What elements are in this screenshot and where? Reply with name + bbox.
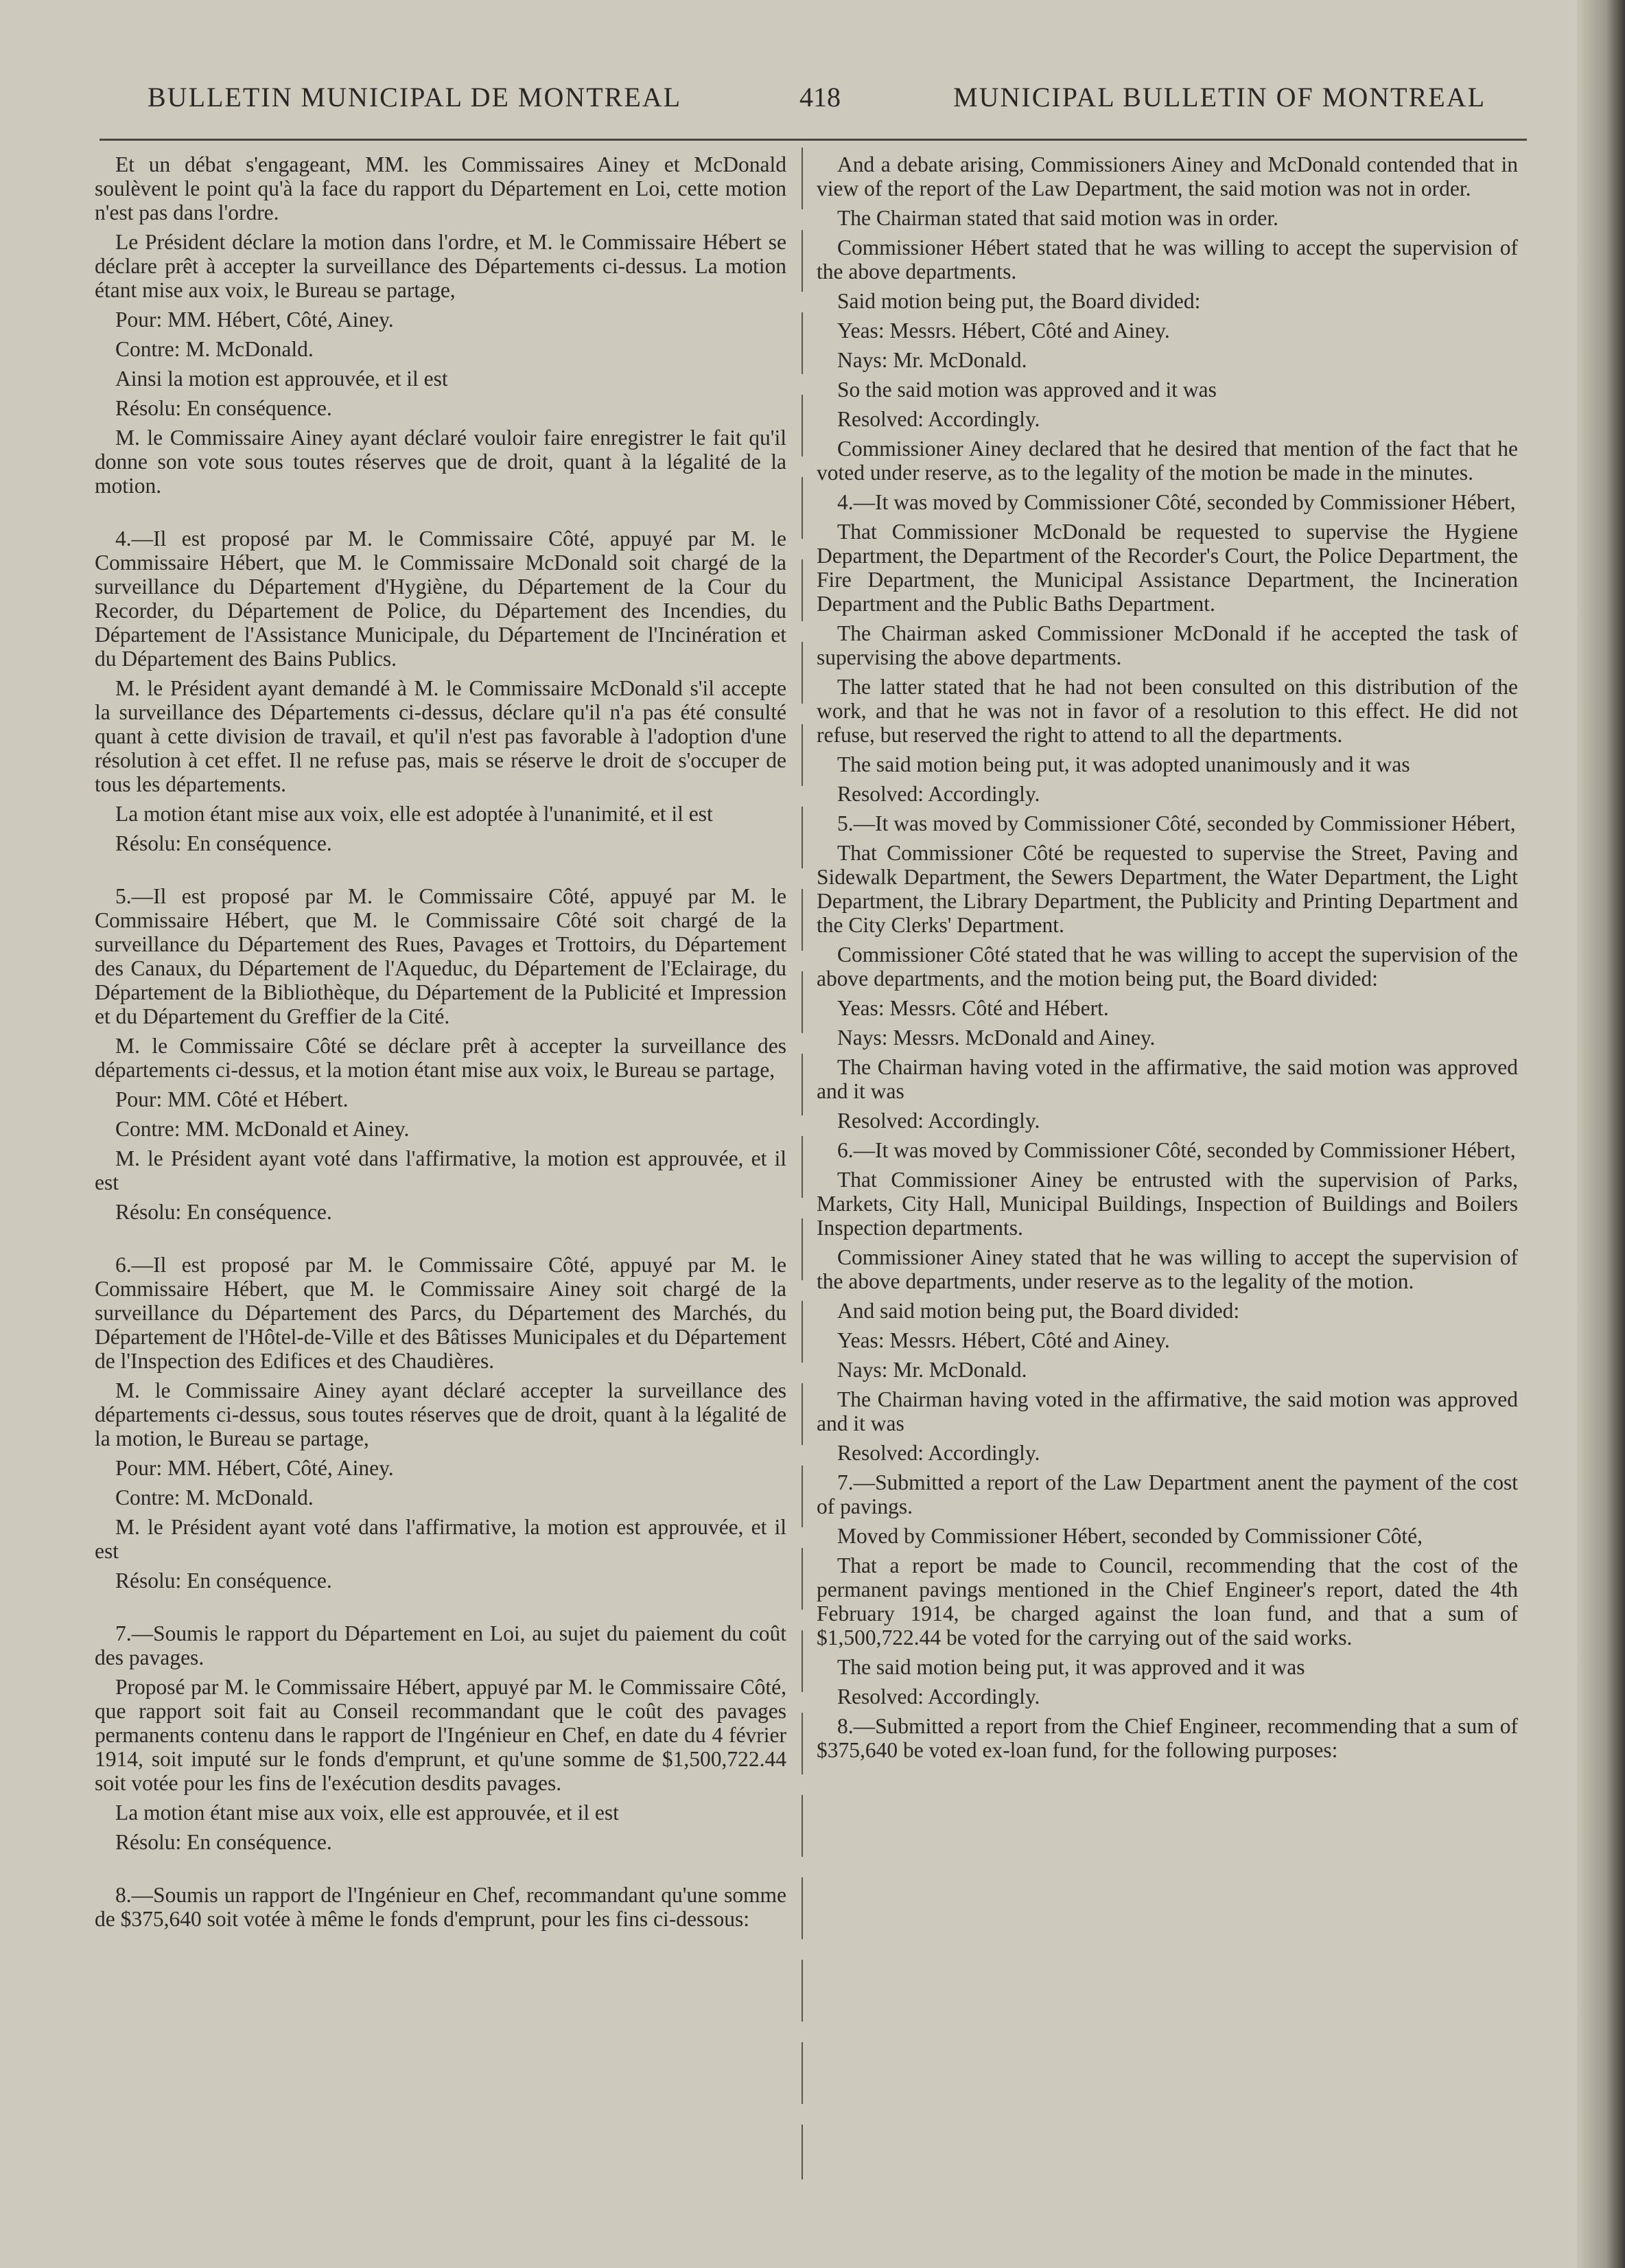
resolution-line: Resolved: Accordingly.	[837, 1441, 1040, 1465]
motion-heading: 7.—Soumis le rapport du Département en Loi, au sujet du paiement du coût des pavages.	[95, 1621, 786, 1669]
paragraph: The Chairman having voted in the affirmative, the said motion was approved and it was	[817, 1387, 1518, 1435]
paragraph: Said motion being put, the Board divided:	[837, 289, 1201, 313]
resolution-line: Résolu: En conséquence.	[115, 831, 332, 855]
vote-line: Pour: MM. Côté et Hébert.	[115, 1087, 349, 1111]
motion-heading: 7.—Submitted a report of the Law Department anent the payment of the cost of pavings.	[817, 1470, 1518, 1518]
vote-line: Pour: MM. Hébert, Côté, Ainey.	[115, 308, 394, 332]
paragraph: The said motion being put, it was adopted unanimously and it was	[837, 752, 1410, 776]
french-column	[95, 152, 786, 1936]
resolution-line: Resolved: Accordingly.	[837, 1685, 1040, 1709]
paragraph: Commissioner Hébert stated that he was willing to accept the supervision of the above departments.	[817, 235, 1518, 284]
paragraph: Proposé par M. le Commissaire Hébert, appuyé par M. le Commissaire Côté, que rapport soit fait au Conseil recommandant que le coût des pavages permanents contenu dans le rapport de l'Ingénieur en Chef, en date du 4 février 1914, soit imputé sur le fonds d'emprunt, et qu'une somme de $1,500,722.44 soit votée pour les fins de l'exécution desdits pavages.	[95, 1675, 786, 1795]
vote-line: Contre: M. McDonald.	[115, 1485, 314, 1509]
english-column	[817, 152, 1518, 1768]
resolution-line: Résolu: En conséquence.	[115, 1200, 332, 1224]
paragraph: That a report be made to Council, recommending that the cost of the permanent pavings mentioned in the Chief Engineer's report, dated the 4th February 1914, be charged against the loan fund, and that a sum of $1,500,722.44 be voted for the carrying out of the said works.	[817, 1553, 1518, 1650]
vote-line: Contre: MM. McDonald et Ainey.	[115, 1117, 410, 1141]
resolution-line: Résolu: En conséquence.	[115, 396, 332, 420]
paragraph: That Commissioner Ainey be entrusted with the supervision of Parks, Markets, City Hall, Municipal Buildings, Inspection of Buildings and Boilers Inspection departments.	[817, 1168, 1518, 1240]
paragraph: And said motion being put, the Board divided:	[837, 1299, 1240, 1323]
paragraph: La motion étant mise aux voix, elle est approuvée, et il est	[115, 1801, 619, 1825]
motion-heading: 8.—Submitted a report from the Chief Engineer, recommending that a sum of $375,640 be voted ex-loan fund, for the following purposes:	[817, 1714, 1518, 1762]
paragraph: The Chairman stated that said motion was in order.	[837, 206, 1278, 230]
motion-heading: 8.—Soumis un rapport de l'Ingénieur en Chef, recommandant qu'une somme de $375,640 soit votée à même le fonds d'emprunt, pour les fins ci-dessous:	[95, 1883, 786, 1931]
resolution-line: Résolu: En conséquence.	[115, 1569, 332, 1593]
paragraph: M. le Commissaire Ainey ayant déclaré accepter la surveillance des départements ci-dessus, sous toutes réserves que de droit, quant à la légalité de la motion, le Bureau se partage,	[95, 1378, 786, 1450]
vote-line: Yeas: Messrs. Hébert, Côté and Ainey.	[837, 1328, 1170, 1352]
paragraph: Commissioner Côté stated that he was willing to accept the supervision of the above departments, and the motion being put, the Board divided:	[817, 942, 1518, 991]
paragraph: Commissioner Ainey stated that he was willing to accept the supervision of the above departments, under reserve as to the legality of the motion.	[817, 1245, 1518, 1293]
paragraph: M. le Président ayant demandé à M. le Commissaire McDonald s'il accepte la surveillance des Départements ci-dessus, déclare qu'il n'a pas été consulté quant à cette division de travail, et qu'il n'est pas favorable à l'adoption d'une résolution à cet effet. Il ne refuse pas, mais se réserve le droit de s'occuper de tous les départements.	[95, 676, 786, 796]
vote-line: Yeas: Messrs. Hébert, Côté and Ainey.	[837, 319, 1170, 343]
page-number: 418	[799, 82, 841, 113]
paragraph: M. le Commissaire Ainey ayant déclaré vouloir faire enregistrer le fait qu'il donne son vote sous toutes réserves que de droit, quant à la légalité de la motion.	[95, 426, 786, 498]
vote-line: Contre: M. McDonald.	[115, 337, 314, 361]
paragraph: M. le Commissaire Côté se déclare prêt à accepter la surveillance des départements ci-dessus, et la motion étant mise aux voix, le Bureau se partage,	[95, 1034, 786, 1082]
motion-heading: 5.—Il est proposé par M. le Commissaire Côté, appuyé par M. le Commissaire Hébert, que M. le Commissaire Côté soit chargé de la surveillance du Département des Rues, Pavages et Trottoirs, du Département des Canaux, du Département de l'Aqueduc, du Département de l'Eclairage, du Département de la Bibliothèque, du Département de la Publicité et Impression et du Département du Greffier de la Cité.	[95, 884, 786, 1028]
motion-heading: 4.—It was moved by Commissioner Côté, seconded by Commissioner Hébert,	[837, 490, 1516, 514]
motion-heading: 6.—Il est proposé par M. le Commissaire Côté, appuyé par M. le Commissaire Hébert, que M. le Commissaire Ainey soit chargé de la surveillance du Département des Parcs, du Département des Marchés, du Département de l'Hôtel-de-Ville et des Bâtisses Municipales et du Département de l'Inspection des Edifices et des Chaudières.	[95, 1253, 786, 1373]
vote-line: Yeas: Messrs. Côté and Hébert.	[837, 996, 1109, 1020]
motion-heading: 4.—Il est proposé par M. le Commissaire Côté, appuyé par M. le Commissaire Hébert, que M. le Commissaire McDonald soit chargé de la surveillance du Département d'Hygiène, du Département de la Cour du Recorder, du Département de Police, du Département des Incendies, du Département de l'Assistance Municipale, du Département de l'Incinération et du Département des Bains Publics.	[95, 526, 786, 671]
paragraph: The Chairman having voted in the affirmative, the said motion was approved and it was	[817, 1055, 1518, 1103]
page-edge-shadow	[1577, 0, 1625, 2268]
header-title-english: MUNICIPAL BULLETIN OF MONTREAL	[953, 82, 1486, 113]
vote-line: Nays: Messrs. McDonald and Ainey.	[837, 1026, 1156, 1050]
motion-heading: 5.—It was moved by Commissioner Côté, seconded by Commissioner Hébert,	[837, 811, 1516, 835]
paragraph: Le Président déclare la motion dans l'ordre, et M. le Commissaire Hébert se déclare prêt à accepter la surveillance des Départements ci-dessus. La motion étant mise aux voix, le Bureau se partage,	[95, 230, 786, 302]
motion-heading: 6.—It was moved by Commissioner Côté, seconded by Commissioner Hébert,	[837, 1138, 1516, 1162]
paragraph: Ainsi la motion est approuvée, et il est	[115, 367, 448, 391]
resolution-line: Résolu: En conséquence.	[115, 1830, 332, 1854]
paragraph: M. le Président ayant voté dans l'affirmative, la motion est approuvée, et il est	[95, 1146, 786, 1194]
paragraph: So the said motion was approved and it was	[837, 378, 1217, 402]
paragraph: The said motion being put, it was approved and it was	[837, 1655, 1305, 1679]
page-header	[148, 81, 1486, 122]
vote-line: Nays: Mr. McDonald.	[837, 1358, 1027, 1382]
column-divider	[802, 148, 803, 2179]
paragraph: Et un débat s'engageant, MM. les Commissaires Ainey et McDonald soulèvent le point qu'à la face du rapport du Département en Loi, cette motion n'est pas dans l'ordre.	[95, 152, 786, 224]
paragraph: That Commissioner Côté be requested to supervise the Street, Paving and Sidewalk Department, the Sewers Department, the Water Department, the Light Department, the Library Department, the Publicity and Printing Department and the City Clerks' Department.	[817, 841, 1518, 937]
paragraph: Commissioner Ainey declared that he desired that mention of the fact that he voted under reserve, as to the legality of the motion be made in the minutes.	[817, 437, 1518, 485]
paragraph: And a debate arising, Commissioners Ainey and McDonald contended that in view of the report of the Law Department, the said motion was not in order.	[817, 152, 1518, 200]
paragraph: The Chairman asked Commissioner McDonald if he accepted the task of supervising the above departments.	[817, 621, 1518, 669]
paragraph: La motion étant mise aux voix, elle est adoptée à l'unanimité, et il est	[115, 802, 713, 826]
header-rule	[100, 139, 1527, 141]
paragraph: That Commissioner McDonald be requested to supervise the Hygiene Department, the Department of the Recorder's Court, the Police Department, the Fire Department, the Municipal Assistance Department, the Incineration Department and the Public Baths Department.	[817, 520, 1518, 616]
paragraph: M. le Président ayant voté dans l'affirmative, la motion est approuvée, et il est	[95, 1515, 786, 1563]
resolution-line: Resolved: Accordingly.	[837, 1109, 1040, 1133]
paragraph: Moved by Commissioner Hébert, seconded by Commissioner Côté,	[837, 1524, 1423, 1548]
resolution-line: Resolved: Accordingly.	[837, 782, 1040, 806]
vote-line: Nays: Mr. McDonald.	[837, 348, 1027, 372]
vote-line: Pour: MM. Hébert, Côté, Ainey.	[115, 1456, 394, 1480]
resolution-line: Resolved: Accordingly.	[837, 407, 1040, 431]
paragraph: The latter stated that he had not been consulted on this distribution of the work, and that he was not in favor of a resolution to this effect. He did not refuse, but reserved the right to attend to all the departments.	[817, 675, 1518, 747]
header-title-french: BULLETIN MUNICIPAL DE MONTREAL	[148, 82, 682, 113]
